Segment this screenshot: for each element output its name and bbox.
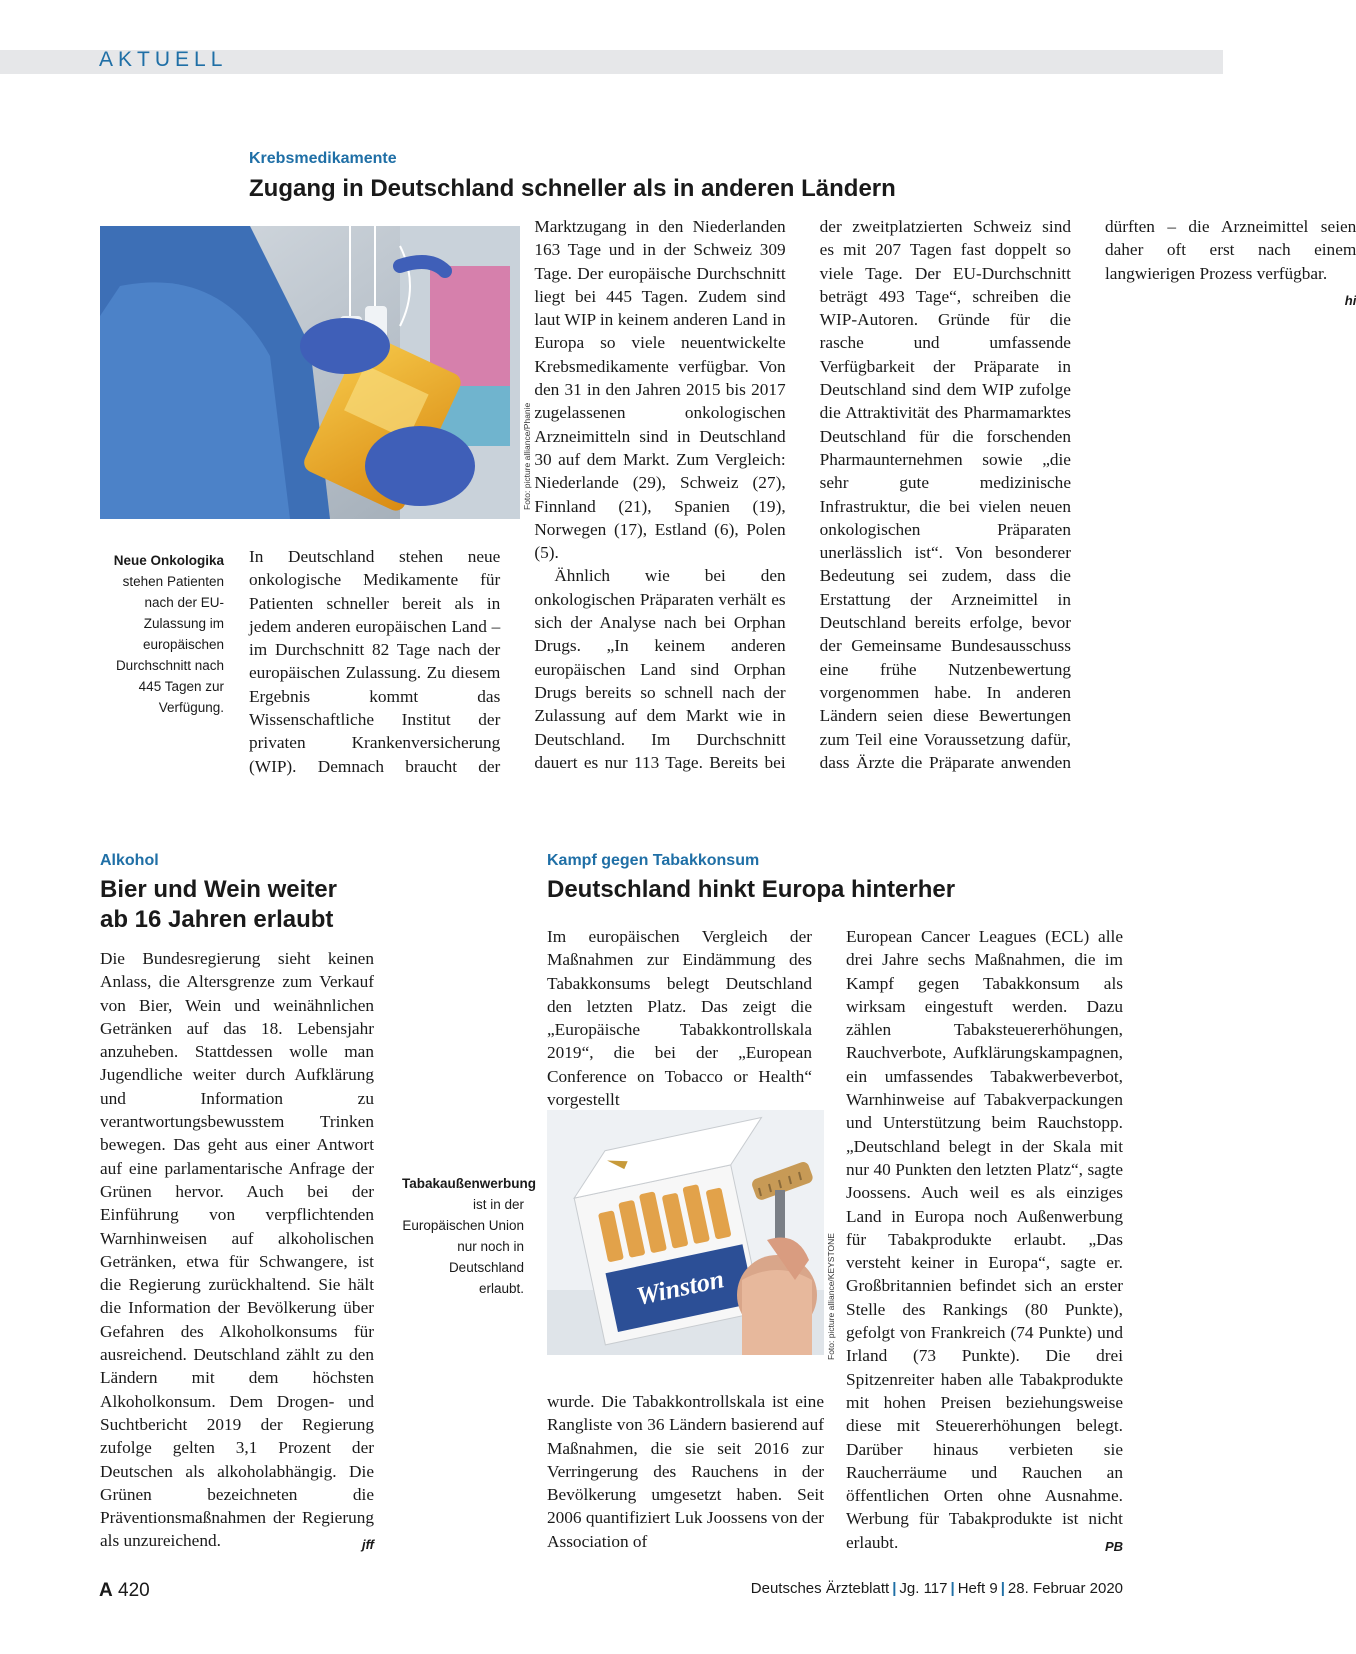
article1-image-spacer (249, 215, 500, 545)
article3-col2: European Cancer Leagues (ECL) alle drei Jahre sechs Maßnahmen, die im Kampf gegen Tabakkonsum als wirksam eingestuft werden. Dazu zählen Tabaksteuererhöhungen, Rauchverbote, Aufklärungskampagnen, ein umfassendes Tabakwerbeverbot, Warnhinweise auf Tabakverpackungen und Unterstützung beim Rauchstopp. „Deutschland belegt in der Skala mit nur 40 Punkten den letzten Platz“, sagte Joossens. Auch weil es als einziges Land in Europa noch Außenwerbung für Tabakprodukte erlaubt. „Das versteht keiner in Europa“, sagte er. Großbritannien befindet sich an erster Stelle des Rankings (80 Punkte), gefolgt von Frankreich (74 Punkte) und Irland (73 Punkte). Die drei Spitzenreiter haben alle Tabakprodukte mit hohen Preisen beziehungsweise diese mit Steuererhöhungen belegt. Darüber hinaus verbieten sie Raucherräume und Rauchen an öffentlichen Orten ohne Ausnahme. Werbung für Tabakprodukte ist nicht erlaubt. PB (846, 925, 1123, 1558)
article3-kicker: Kampf gegen Tabakkonsum (547, 852, 760, 869)
article1-caption (104, 550, 224, 718)
article3-photo-credit: Foto: picture alliance/KEYSTONE (826, 1233, 836, 1360)
article1-para2: Ähnlich wie bei den onkologischen Präparaten verhält es sich der Analyse nach bei Orphan Drugs. „In keinem anderen europäischen Land sind Orphan Drugs bereits so schnell nach der Zulassung auf dem Markt wie in Deutschland. Im Durchschnitt dauert es nur 113 Tage. Bereits bei der zweitplatzierten Schweiz sind es mit 207 Tagen fast doppelt so viele Tage. Der EU-Durchschnitt beträgt 493 Tage“, schreiben die WIP-Autoren. Gründe für die rasche und umfassende Verfügbarkeit der Präparate in Deutschland sind dem WIP zufolge die Attraktivität des Pharmamarktes Deutschland für die forschenden Pharmaunternehmen sowie „die sehr gute medizinische Infrastruktur, die bei vielen neuen onkologischen Präparaten unerlässlich ist“. Von besonderer Bedeutung sei zudem, dass die Erstattung der Arzneimittel in Deutschland bereits erfolge, bevor der Gemeinsame Bundesausschuss eine frühe Nutzenbewertung vorgenommen habe. In anderen Ländern seien diese Bewertungen zum Teil eine Voraussetzung dafür, dass Ärzte die Präparate anwenden dürften – die Arzneimittel seien daher oft erst nach einem langwierigen Prozess verfügbar. hi (534, 217, 1356, 772)
section-label: AKTUELL (99, 48, 228, 71)
article2-kicker: Alkohol (100, 852, 159, 869)
article3-signature: PB (1104, 1538, 1123, 1554)
cigarette-billboard-illustration (547, 1110, 824, 1355)
article1-body (249, 215, 1356, 785)
tobacco-photo (547, 1110, 824, 1355)
article3-col1-top: Im europäischen Vergleich der Maßnahmen zur Eindämmung des Tabakkonsums belegt Deutschland den letzten Platz. Das zeigt die „Europäische Tabakkontrollskala 2019“, die bei der „European Conference on Tobacco or Health“ vorgestellt (547, 927, 812, 1110)
caption-text: ist in der Europäischen Union nur noch in Deutschland erlaubt. (402, 1197, 524, 1296)
article3-headline: Deutschland hinkt Europa hinterher (547, 876, 956, 903)
article2-headline: Bier und Wein weiter ab 16 Jahren erlaubt (100, 876, 337, 933)
article1-kicker: Krebsmedikamente (249, 150, 397, 167)
pack-brand: Winston (633, 1264, 727, 1311)
article2-signature: jff (361, 1537, 374, 1553)
article1-signature: hi (1344, 292, 1356, 308)
caption-bold: Neue Onkologika (113, 553, 224, 568)
article1-para1: In Deutschland stehen neue onkologische Medikamente für Patienten schneller bereit als in jedem anderen europäischen Land – im Durchschnitt 82 Tage nach der europäischen Zulassung. Zu diesem Ergebnis kommt das Wissenschaftliche Institut der privaten Krankenversicherung (WIP). Demnach braucht der Marktzugang in den Niederlanden 163 Tage und in der Schweiz 309 Tage. Der europäische Durchschnitt liegt bei 445 Tagen. Zudem sind laut WIP in keinem anderen Land in Europa so viele neuentwickelte Krebsmedikamente verfügbar. Von den 31 in den Jahren 2015 bis 2017 zugelassenen onkologischen Arzneimitteln sind in Deutschland 30 auf dem Markt. Zum Vergleich: Niederlande (29), Schweiz (27), Finnland (21), Spanien (19), Norwegen (17), Estland (6), Polen (5). (249, 217, 786, 776)
page-number: A 420 (99, 1580, 150, 1601)
caption-text: stehen Patienten nach der EU-Zulassung im europäischen Durchschnitt nach 445 Tagen zur Verfügung. (115, 574, 224, 715)
article1-headline: Zugang in Deutschland schneller als in anderen Ländern (249, 175, 896, 202)
journal-footer: Deutsches Ärzteblatt | Jg. 117 | Heft 9 | 28. Februar 2020 (750, 1580, 1123, 1597)
caption-bold: Tabakaußenwerbung (402, 1176, 537, 1191)
article1-photo-credit: Foto: picture alliance/Phanie (522, 402, 532, 510)
article3-col1-bottom: wurde. Die Tabakkontrollskala ist eine Rangliste von 36 Ländern basierend auf Maßnahmen, die sie seit 2016 zur Verringerung des Rauchens in der Bevölkerung umgesetzt haben. Seit 2006 quantifiziert Luk Joossens von der Association of (547, 1392, 824, 1551)
article2-body: Die Bundesregierung sieht keinen Anlass, die Altersgrenze zum Verkauf von Bier, Wein und weinähnlichen Getränken auf das 18. Lebensjahr anzuheben. Stattdessen wolle man Jugendliche weiter durch Aufklärung und Information zu verantwortungsbewusstem Trinken bewegen. Das geht aus einer Antwort auf eine parlamentarische Anfrage der Grünen hervor. Auch bei der Einführung von verpflichtenden Warnhinweisen auf alkoholischen Getränken, etwa für Schwangere, ist die Regierung zurückhaltend. Sie hält die Information der Bevölkerung über Gefahren des Alkoholkonsums für ausreichend. Deutschland zählt zu den Ländern mit dem höchsten Alkoholkonsum. Dem Drogen- und Suchtbericht 2019 der Regierung zufolge gelten 3,1 Prozent der Deutschen als alkoholabhängig. Die Grünen bezeichneten die Präventionsmaßnahmen der Regierung als unzureichend. jff (100, 947, 374, 1557)
article3-caption (402, 1173, 537, 1299)
